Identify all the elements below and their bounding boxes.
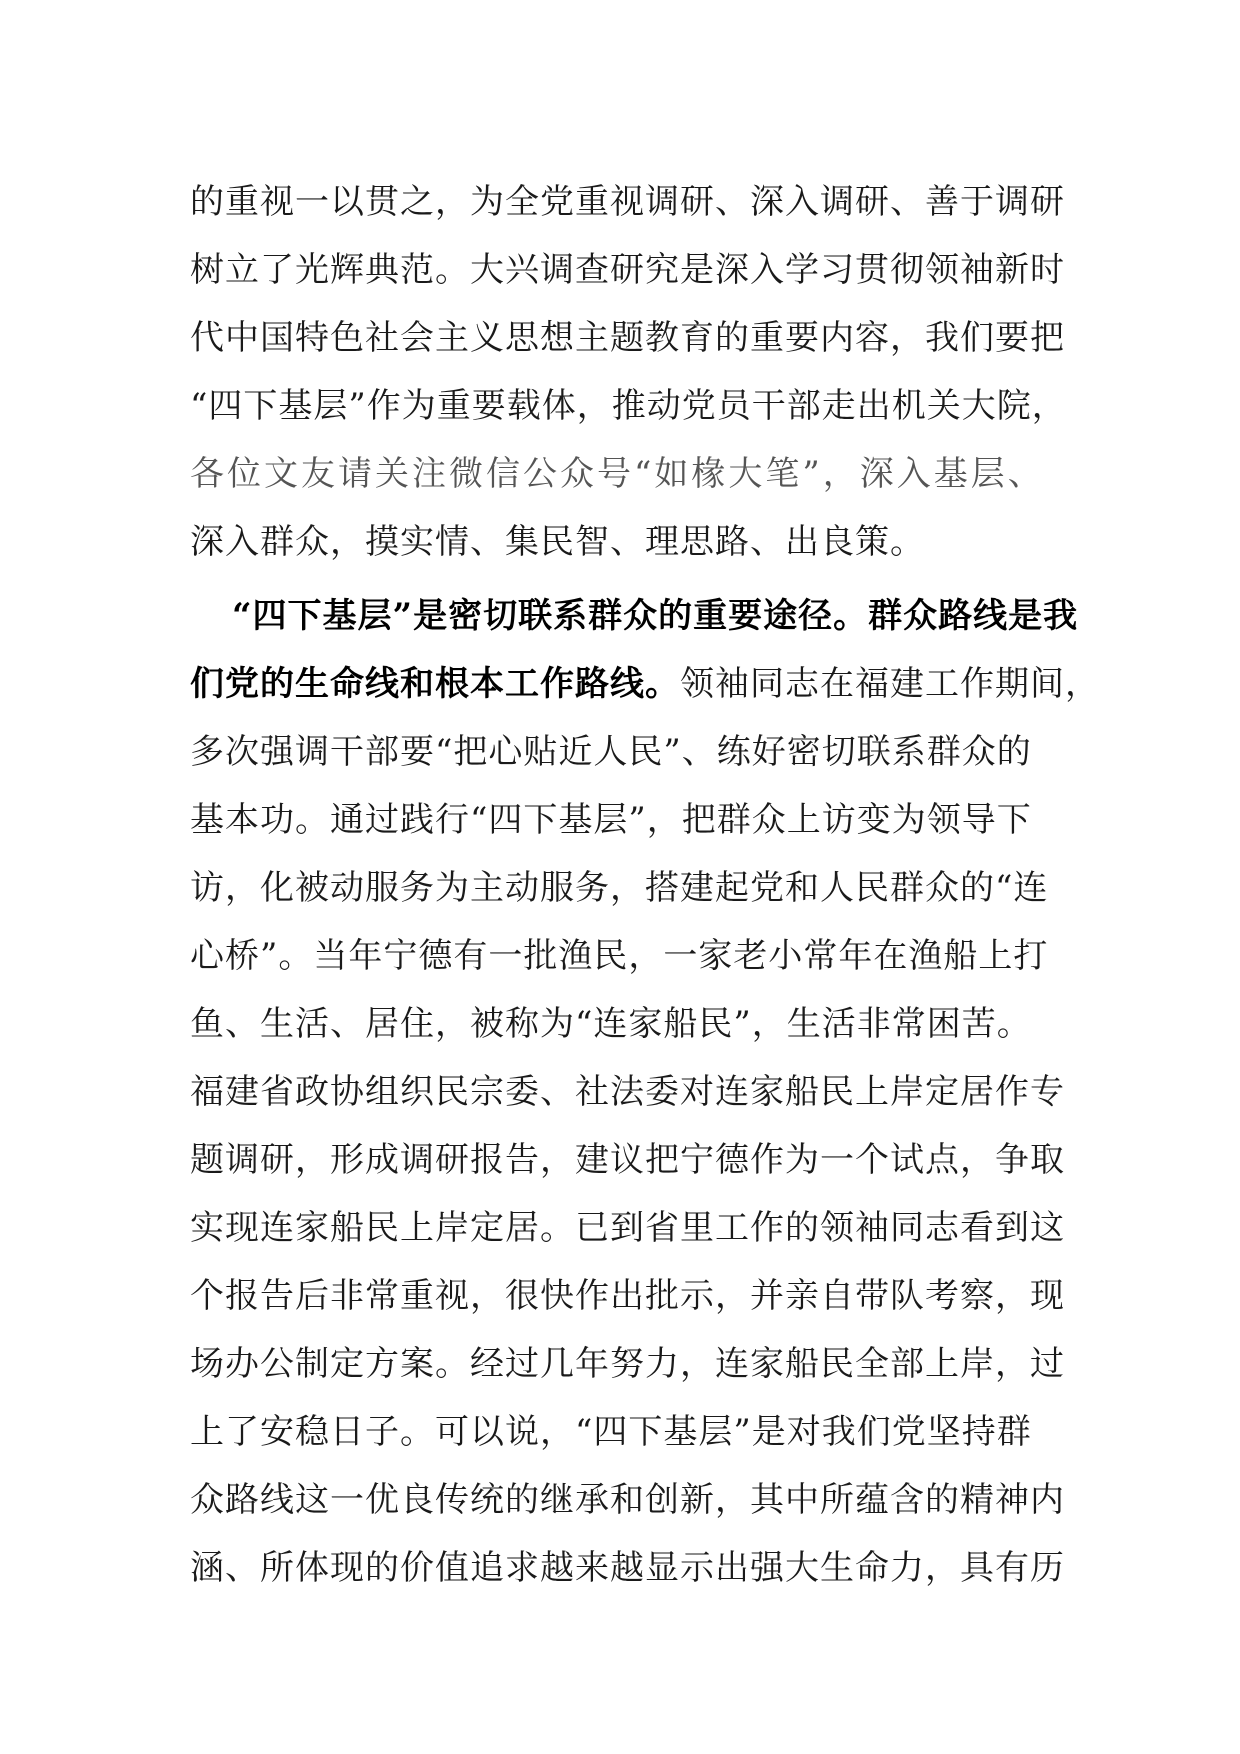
text-line: 福建省政协组织民宗委、社法委对连家船民上岸定居作专 xyxy=(190,1072,1065,1112)
body-text xyxy=(190,168,1100,1602)
bold-heading-tail: 们党的生命线和根本工作路线。 xyxy=(190,664,680,704)
text-line: 鱼、生活、居住，被称为“连家船民”，生活非常困苦。 xyxy=(190,1004,1032,1044)
text-line: 上了安稳日子。可以说，“四下基层”是对我们党坚持群 xyxy=(190,1412,1032,1452)
paragraph-2 xyxy=(190,582,1100,1602)
text-line: 的重视一以贯之，为全党重视调研、深入调研、善于调研 xyxy=(190,182,1065,222)
mixed-line xyxy=(190,650,1100,718)
text-line: 基本功。通过践行“四下基层”，把群众上访变为领导下 xyxy=(190,800,1032,840)
text-line: 代中国特色社会主义思想主题教育的重要内容，我们要把 xyxy=(190,318,1065,358)
watermark-line: 各位文友请关注微信公众号“如椽大笔”，深入基层、 xyxy=(190,454,1045,494)
text-line: 实现连家船民上岸定居。已到省里工作的领袖同志看到这 xyxy=(190,1208,1065,1248)
text-line: 涵、所体现的价值追求越来越显示出强大生命力，具有历 xyxy=(190,1548,1065,1588)
bold-heading-line: “四下基层”是密切联系群众的重要途径。群众路线是我 xyxy=(232,596,1079,636)
paragraph-1 xyxy=(190,168,1067,576)
text-line: 场办公制定方案。经过几年努力，连家船民全部上岸，过 xyxy=(190,1344,1065,1384)
text-line: 心桥”。当年宁德有一批渔民，一家老小常年在渔船上打 xyxy=(190,936,1049,976)
text-line: “四下基层”作为重要载体，推动党员干部走出机关大院， xyxy=(190,386,1067,426)
text-line: 深入群众，摸实情、集民智、理思路、出良策。 xyxy=(190,522,925,562)
text-line: 众路线这一优良传统的继承和创新，其中所蕴含的精神内 xyxy=(190,1480,1065,1520)
text-line: 访，化被动服务为主动服务，搭建起党和人民群众的“连 xyxy=(190,868,1049,908)
text-span: 领袖同志在福建工作期间， xyxy=(680,664,1100,704)
text-line: 树立了光辉典范。大兴调查研究是深入学习贯彻领袖新时 xyxy=(190,250,1065,290)
text-line: 多次强调干部要“把心贴近人民”、练好密切联系群众的 xyxy=(190,732,1032,772)
text-line: 题调研，形成调研报告，建议把宁德作为一个试点，争取 xyxy=(190,1140,1065,1180)
text-line: 个报告后非常重视，很快作出批示，并亲自带队考察，现 xyxy=(190,1276,1065,1316)
